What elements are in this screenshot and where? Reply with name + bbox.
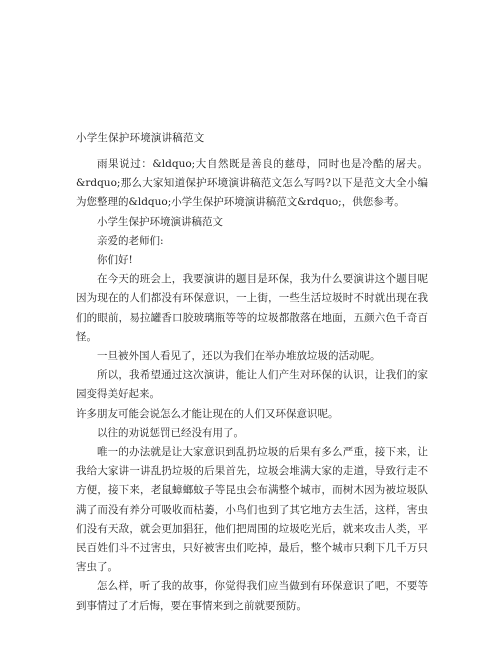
paragraph: 以往的劝说惩罚已经没有用了。 (97, 426, 244, 439)
paragraph: 小学生保护环境演讲稿范文 (97, 215, 223, 228)
paragraph: 一旦被外国人看见了，还以为我们在举办堆放垃圾的活动呢。 (97, 350, 381, 363)
document-title: 小学生保护环境演讲稿范文 (76, 132, 205, 144)
paragraph: 雨果说过：&ldquo;大自然既是善良的慈母，同时也是冷酷的屠夫。&rdquo;那么大家知道保护环境演讲稿范文怎么写吗?以下是范文大全小编为您整理的&ldquo;小学生保护环境演讲稿范文&rdquo;，供您参考。 (76, 158, 428, 209)
document-body (76, 155, 428, 616)
paragraph: 亲爱的老师们: (97, 234, 164, 247)
paragraph: 在今天的班会上，我要演讲的题目是环保，我为什么要演讲这个题目呢因为现在的人们都没有环保意识，一上街，一些生活垃圾时不时就出现在我们的眼前，易拉罐香口胶玻璃瓶等等的垃圾都散落在地面，五颜六色千奇百怪。 (76, 273, 428, 343)
paragraph: 怎么样，听了我的故事，你觉得我们应当做到有环保意识了吧，不要等到事情过了才后悔，要在事情来到之前就要预防。 (76, 580, 428, 612)
paragraph: 你们好! (97, 254, 133, 267)
paragraph: 许多朋友可能会说怎么才能让现在的人们又环保意识呢。 (76, 407, 339, 420)
paragraph: 所以，我希望通过这次演讲，能让人们产生对环保的认识，让我们的家园变得美好起来。 (76, 369, 428, 401)
paragraph: 唯一的办法就是让大家意识到乱扔垃圾的后果有多么严重，接下来，让我给大家讲一讲乱扔垃圾的后果首先，垃圾会堆满大家的走道，导致行走不方便，接下来，老鼠蟑螂蚊子等昆虫会布满整个城市，而树木因为被垃圾队满了而没有养分可吸收而枯萎，小鸟们也到了其它地方去生活，这样，害虫们没有天敌，就会更加猖狂，他们把周围的垃圾吃光后，就来攻击人类，平民百姓们斗不过害虫，只好被害虫们吃掉，最后，整个城市只剩下几千万只害虫了。 (76, 446, 428, 574)
